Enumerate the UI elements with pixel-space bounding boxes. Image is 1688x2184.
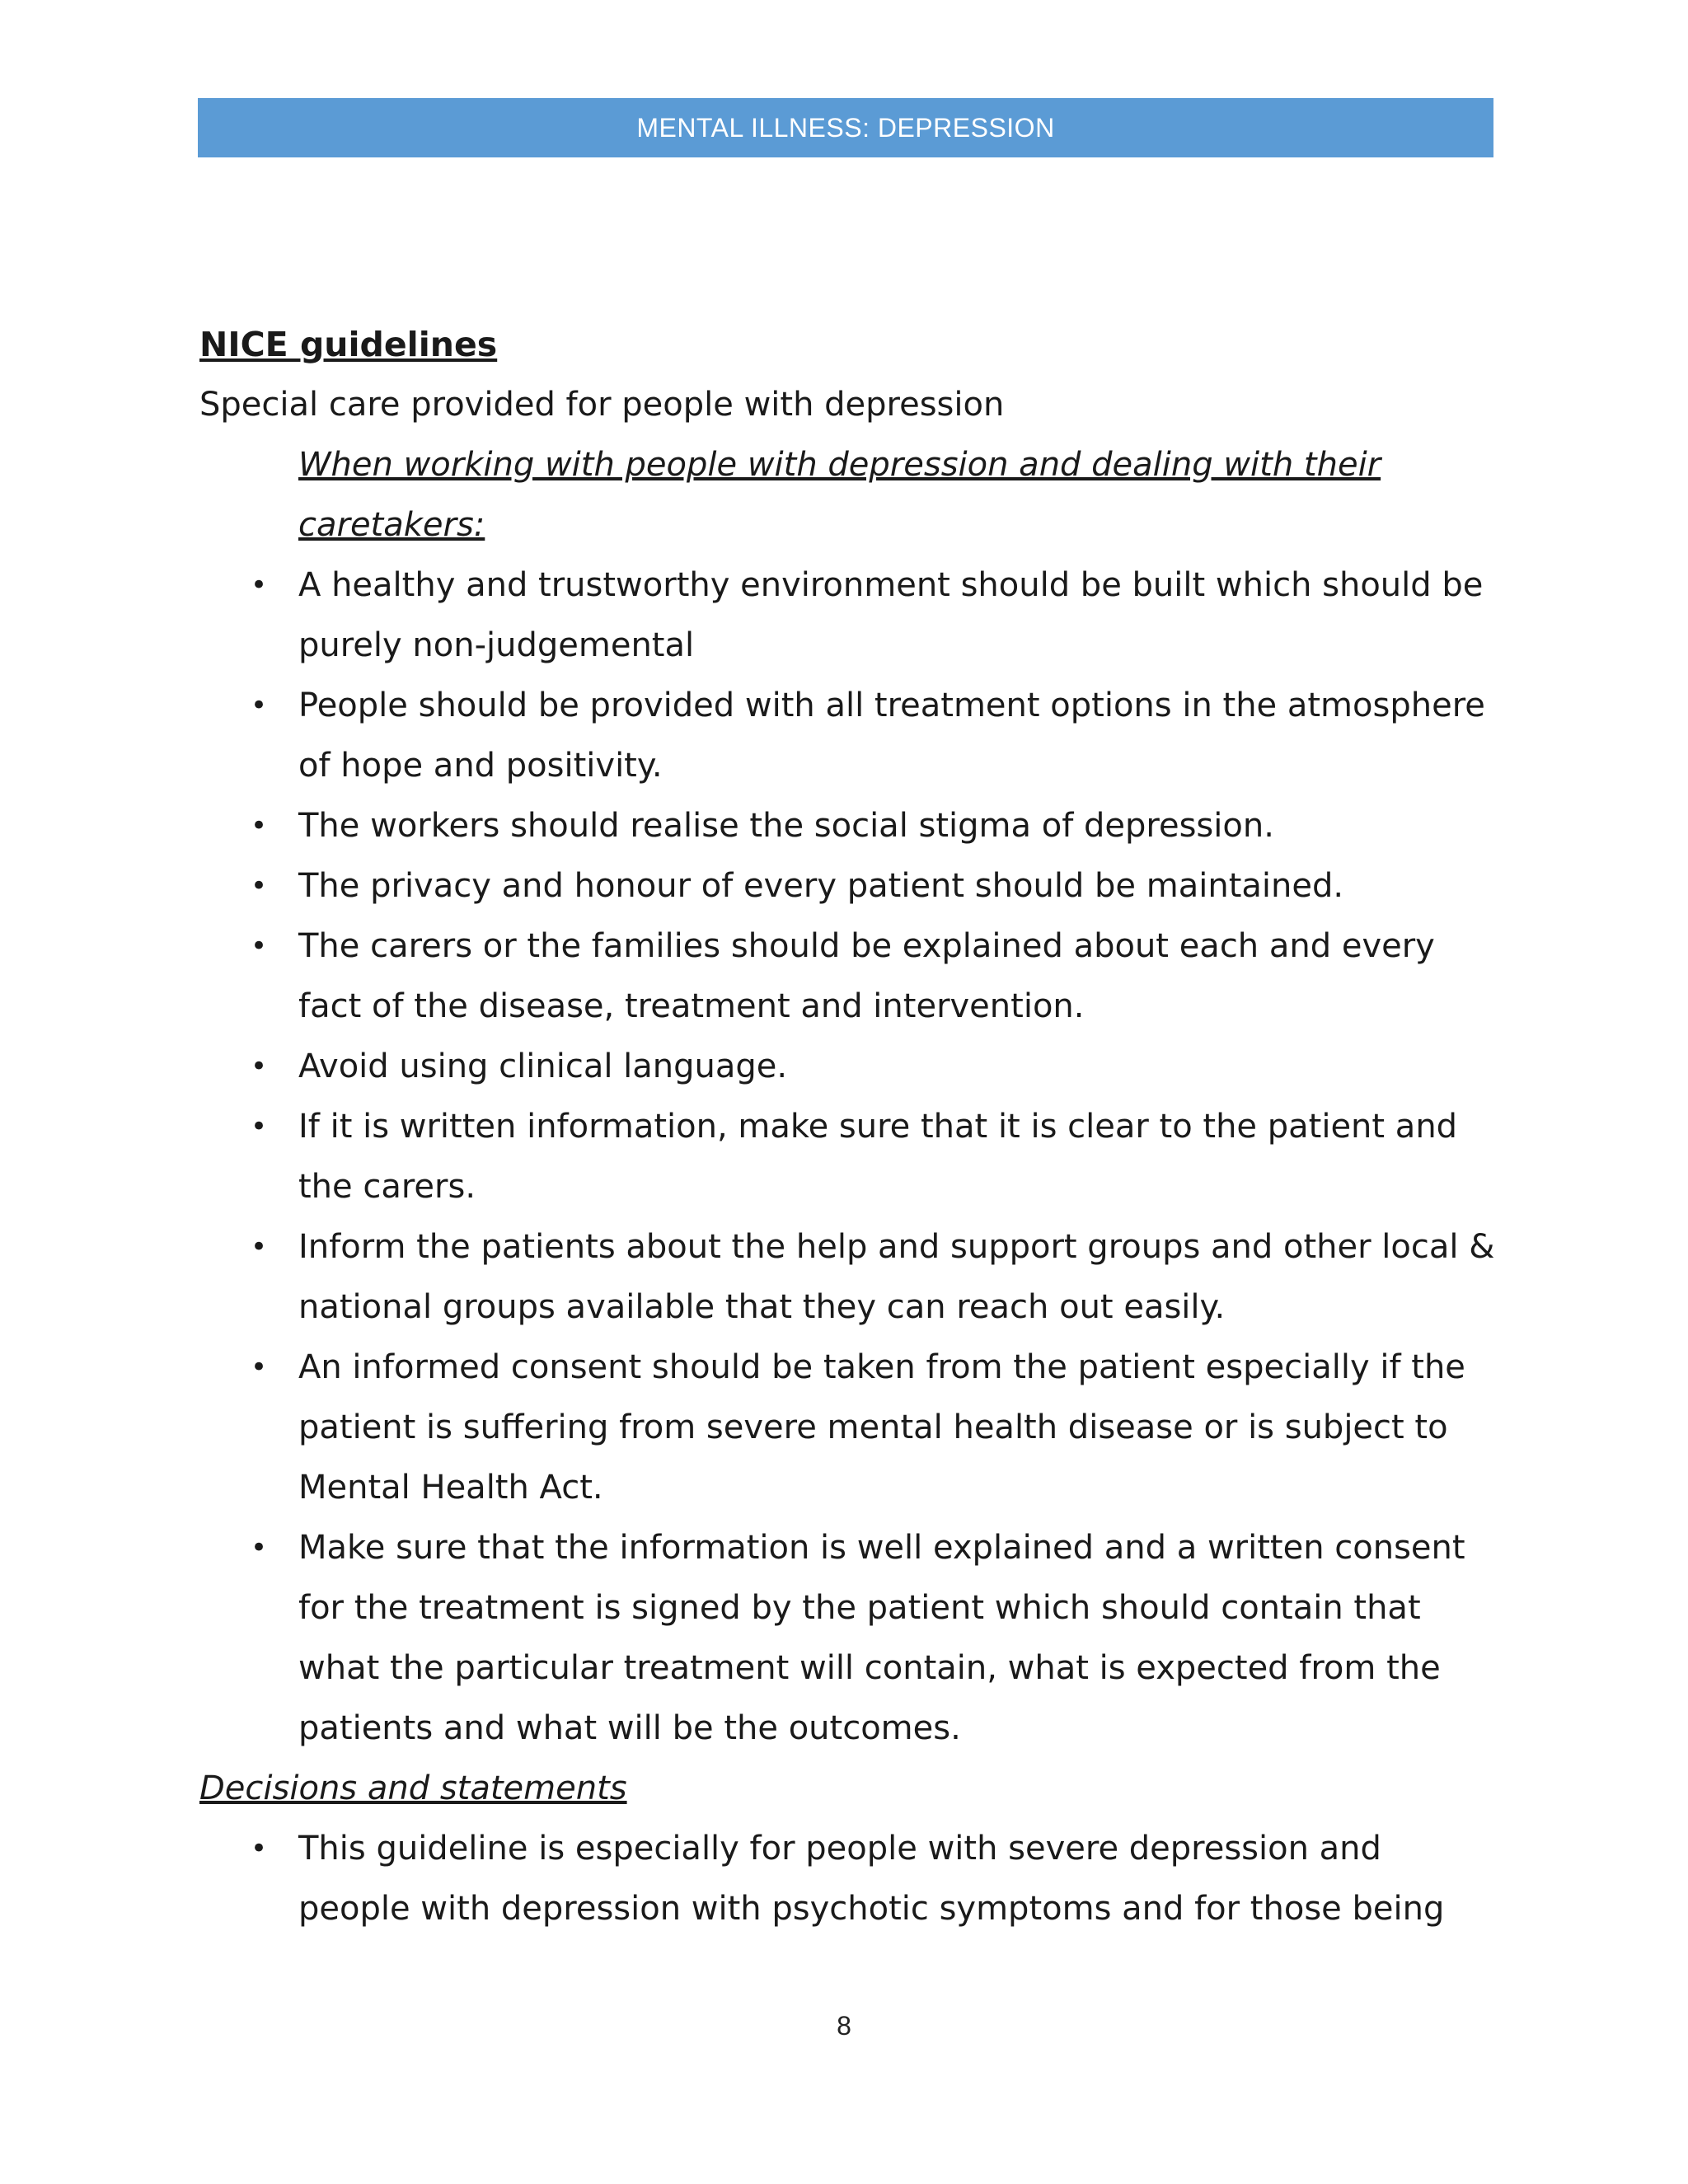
running-header: MENTAL ILLNESS: DEPRESSION xyxy=(198,98,1493,157)
bullet-icon: • xyxy=(251,869,268,902)
list-item: • Make sure that the information is well explained and a written consent for the treatment is signed by the patient which should contain that what the particular treatment will contain, what is expected from the patients and what will be the outcomes. xyxy=(199,1518,1502,1759)
bullet-icon: • xyxy=(251,1351,268,1384)
list-item: • This guideline is especially for people with severe depression and people with depression with psychotic symptoms and for those being xyxy=(199,1819,1502,1939)
bullet-icon: • xyxy=(251,569,268,602)
bullet-icon: • xyxy=(251,689,268,722)
list-item: • The workers should realise the social stigma of depression. xyxy=(199,796,1502,856)
list-item: • The privacy and honour of every patient should be maintained. xyxy=(199,856,1502,916)
section-title: NICE guidelines xyxy=(199,325,498,364)
page-number: 8 xyxy=(837,2011,851,2041)
list-item: • People should be provided with all treatment options in the atmosphere of hope and positivity. xyxy=(199,676,1502,796)
bullet-icon: • xyxy=(251,1531,268,1564)
list-item: • A healthy and trustworthy environment should be built which should be purely non-judgemental xyxy=(199,555,1502,676)
bullet-icon: • xyxy=(251,1110,268,1143)
sub-heading: When working with people with depression and dealing with their caretakers: xyxy=(298,446,1381,544)
bullet-icon: • xyxy=(251,1832,268,1865)
bullet-icon: • xyxy=(251,809,268,842)
list-item: • If it is written information, make sure that it is clear to the patient and the carers. xyxy=(199,1097,1502,1217)
bullet-icon: • xyxy=(251,1230,268,1263)
guideline-list xyxy=(199,555,1502,1759)
section-intro: Special care provided for people with depression xyxy=(199,386,1005,424)
decisions-list xyxy=(199,1819,1502,1939)
bullet-icon: • xyxy=(251,1050,268,1083)
list-item: • Inform the patients about the help and support groups and other local & national groups available that they can reach out easily. xyxy=(199,1217,1502,1338)
list-item: • An informed consent should be taken from the patient especially if the patient is suffering from severe mental health disease or is subject to Mental Health Act. xyxy=(199,1338,1502,1518)
decisions-heading: Decisions and statements xyxy=(199,1769,627,1807)
list-item: • The carers or the families should be explained about each and every fact of the disease, treatment and intervention. xyxy=(199,916,1502,1037)
list-item: • Avoid using clinical language. xyxy=(199,1037,1502,1097)
page-content xyxy=(199,315,1502,1939)
bullet-icon: • xyxy=(251,930,268,963)
